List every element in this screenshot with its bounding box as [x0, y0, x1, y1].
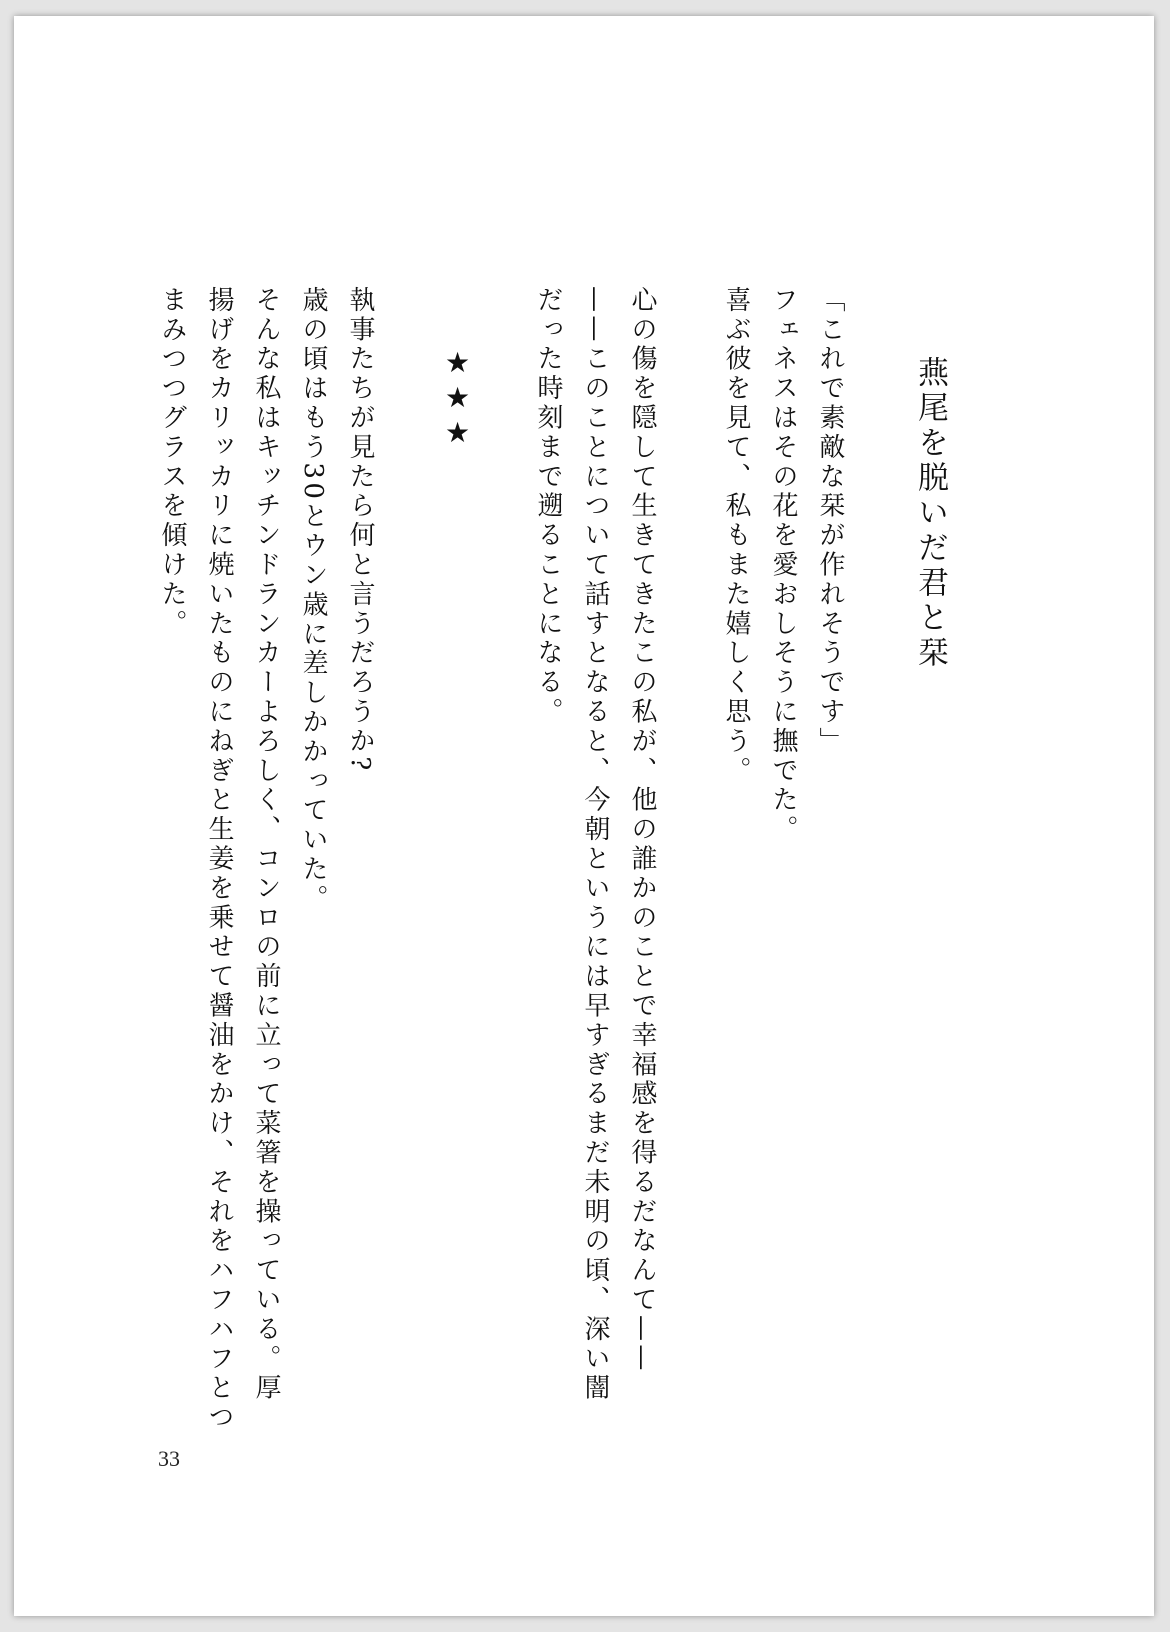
text-line: 心の傷を隠して生きてきたこの私が、他の誰かのことで幸福感を得るだなんて——: [627, 286, 657, 1374]
text-line: だった時刻まで遡ることになる。: [533, 286, 563, 727]
chapter-title: 燕尾を脱いだ君と栞: [912, 356, 948, 671]
text-line: 執事たちが見たら何と言うだろうか?: [345, 286, 375, 774]
section-break-stars: ★★★: [441, 346, 474, 451]
text-line: 揚げをカリッカリに焼いたものにねぎと生姜を乗せて醤油をかけ、それをハフハフとつ: [204, 286, 234, 1433]
text-line: そんな私はキッチンドランカーよろしく、コンロの前に立って菜箸を操っている。厚: [251, 286, 281, 1404]
text-line: フェネスはその花を愛おしそうに撫でた。: [768, 286, 798, 845]
text-line: 喜ぶ彼を見て、私もまた嬉しく思う。: [721, 286, 751, 786]
text-line: 「これで素敵な栞が作れそうです」: [815, 286, 845, 757]
page-number: 33: [158, 1446, 180, 1471]
text-line: ——このことについて話すとなると、今朝というには早すぎるまだ未明の頃、深い闇: [580, 286, 610, 1404]
text-line: まみつつグラスを傾けた。: [157, 286, 187, 639]
text-line: 歳の頃はもう30とウン歳に差しかかっていた。: [298, 286, 328, 914]
book-page: [14, 16, 1154, 1616]
